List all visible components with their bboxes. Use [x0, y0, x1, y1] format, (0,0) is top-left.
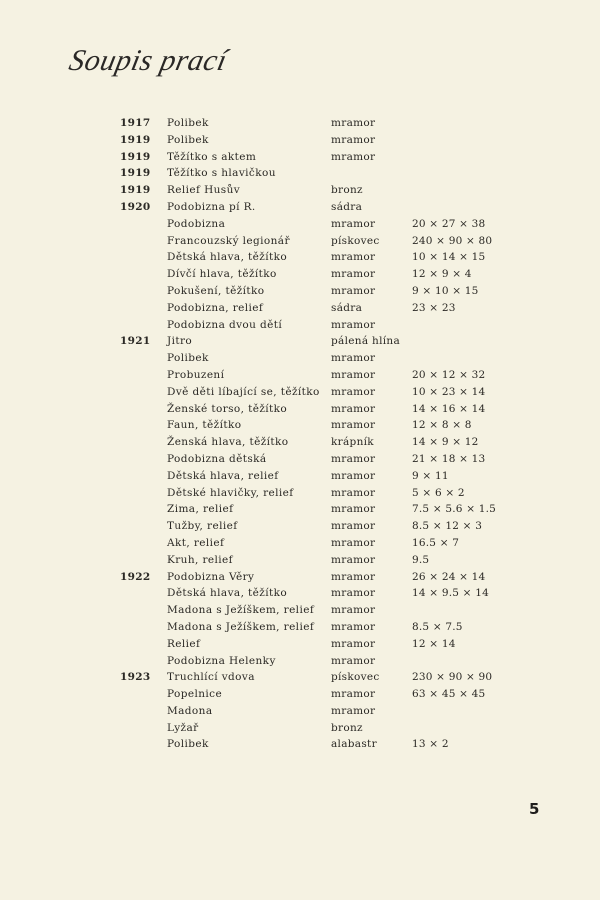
work-row [0, 199, 600, 216]
work-title: Kruh, relief [167, 553, 233, 566]
work-title: Podobizna [167, 217, 226, 230]
work-title: Truchlící vdova [167, 671, 255, 684]
works-list [0, 115, 600, 753]
work-material: mramor [331, 268, 376, 281]
work-title: Madona s Ježíškem, relief [167, 620, 315, 633]
work-title: Podobizna Helenky [167, 654, 276, 667]
work-row [0, 434, 600, 451]
work-material: mramor [331, 452, 376, 465]
work-title: Polibek [167, 738, 209, 751]
work-material: mramor [331, 553, 376, 566]
work-row [0, 720, 600, 737]
work-row [0, 585, 600, 602]
work-row [0, 266, 600, 283]
work-row [0, 569, 600, 586]
work-material: mramor [331, 654, 376, 667]
work-row [0, 367, 600, 384]
work-dimensions: 9 × 11 [412, 469, 449, 482]
work-material: mramor [331, 637, 376, 650]
work-material: mramor [331, 368, 376, 381]
work-row [0, 636, 600, 653]
work-material: pískovec [331, 671, 380, 684]
work-title: Relief Husův [167, 184, 241, 197]
work-title: Polibek [167, 133, 209, 146]
work-material: mramor [331, 150, 376, 163]
work-row [0, 535, 600, 552]
work-row [0, 350, 600, 367]
work-material: bronz [331, 184, 363, 197]
work-dimensions: 240 × 90 × 80 [412, 234, 493, 247]
work-material: mramor [331, 570, 376, 583]
work-title: Dvě děti líbající se, těžítko [167, 385, 320, 398]
work-year: 1921 [120, 335, 151, 348]
work-dimensions: 10 × 23 × 14 [412, 385, 486, 398]
work-row [0, 333, 600, 350]
work-row [0, 485, 600, 502]
work-dimensions: 230 × 90 × 90 [412, 671, 493, 684]
work-title: Madona s Ježíškem, relief [167, 604, 315, 617]
work-material: sádra [331, 200, 363, 213]
work-dimensions: 14 × 9.5 × 14 [412, 587, 489, 600]
work-row [0, 216, 600, 233]
work-material: mramor [331, 352, 376, 365]
work-dimensions: 14 × 9 × 12 [412, 436, 479, 449]
work-row [0, 468, 600, 485]
work-material: mramor [331, 503, 376, 516]
work-material: alabastr [331, 738, 377, 751]
work-material: mramor [331, 217, 376, 230]
page-number: 5 [529, 800, 540, 818]
work-title: Dětská hlava, těžítko [167, 251, 288, 264]
work-material: mramor [331, 284, 376, 297]
work-row [0, 132, 600, 149]
work-row [0, 317, 600, 334]
work-material: mramor [331, 117, 376, 129]
work-material: mramor [331, 486, 376, 499]
work-dimensions: 16.5 × 7 [412, 536, 460, 549]
work-title: Dívčí hlava, těžítko [167, 268, 277, 281]
work-title: Francouzský legionář [167, 234, 290, 247]
work-title: Relief [167, 637, 201, 650]
work-material: mramor [331, 688, 376, 701]
work-title: Podobizna, relief [167, 301, 264, 314]
work-material: mramor [331, 402, 376, 415]
page-title: Soupis prací [66, 44, 231, 77]
work-title: Zima, relief [167, 503, 234, 516]
work-material: mramor [331, 587, 376, 600]
work-dimensions: 9 × 10 × 15 [412, 284, 479, 297]
work-title: Tužby, relief [167, 520, 238, 533]
work-material: mramor [331, 419, 376, 432]
work-row [0, 233, 600, 250]
work-row [0, 552, 600, 569]
work-material: krápník [331, 436, 374, 449]
work-row [0, 669, 600, 686]
work-material: sádra [331, 301, 363, 314]
work-title: Polibek [167, 352, 209, 365]
work-dimensions: 8.5 × 12 × 3 [412, 520, 483, 533]
work-dimensions: 10 × 14 × 15 [412, 251, 486, 264]
work-row [0, 283, 600, 300]
work-year: 1917 [120, 117, 151, 129]
work-title: Těžítko s hlavičkou [167, 167, 276, 180]
work-title: Probuzení [167, 368, 225, 381]
work-dimensions: 9.5 [412, 553, 430, 566]
work-row [0, 149, 600, 166]
work-row [0, 703, 600, 720]
work-dimensions: 7.5 × 5.6 × 1.5 [412, 503, 497, 516]
work-title: Ženské torso, těžítko [167, 402, 288, 415]
work-material: mramor [331, 704, 376, 717]
work-dimensions: 13 × 2 [412, 738, 449, 751]
work-row [0, 451, 600, 468]
work-year: 1919 [120, 150, 151, 163]
work-year: 1922 [120, 570, 151, 583]
work-row [0, 300, 600, 317]
work-year: 1923 [120, 671, 151, 684]
work-dimensions: 12 × 14 [412, 637, 456, 650]
work-material: mramor [331, 520, 376, 533]
work-title: Dětská hlava, těžítko [167, 587, 288, 600]
work-row [0, 115, 600, 132]
work-material: mramor [331, 604, 376, 617]
work-year: 1919 [120, 184, 151, 197]
work-row [0, 686, 600, 703]
work-title: Podobizna pí R. [167, 200, 256, 213]
work-title: Podobizna dvou dětí [167, 318, 283, 331]
work-row [0, 249, 600, 266]
work-dimensions: 26 × 24 × 14 [412, 570, 486, 583]
work-year: 1920 [120, 200, 151, 213]
work-material: mramor [331, 469, 376, 482]
work-title: Popelnice [167, 688, 223, 701]
work-row [0, 619, 600, 636]
work-row [0, 417, 600, 434]
work-dimensions: 20 × 12 × 32 [412, 368, 486, 381]
work-title: Těžítko s aktem [167, 150, 257, 163]
work-dimensions: 20 × 27 × 38 [412, 217, 486, 230]
work-title: Polibek [167, 117, 209, 129]
work-title: Faun, těžítko [167, 419, 242, 432]
work-row [0, 736, 600, 753]
work-year: 1919 [120, 133, 151, 146]
work-row [0, 182, 600, 199]
work-dimensions: 14 × 16 × 14 [412, 402, 486, 415]
work-title: Lyžař [167, 721, 199, 734]
work-row [0, 384, 600, 401]
work-title: Akt, relief [167, 536, 225, 549]
work-dimensions: 23 × 23 [412, 301, 456, 314]
work-title: Ženská hlava, těžítko [167, 436, 289, 449]
work-material: pálená hlína [331, 335, 401, 348]
work-material: mramor [331, 133, 376, 146]
work-title: Jitro [167, 335, 193, 348]
work-material: mramor [331, 318, 376, 331]
work-dimensions: 12 × 8 × 8 [412, 419, 472, 432]
work-row [0, 501, 600, 518]
work-dimensions: 21 × 18 × 13 [412, 452, 486, 465]
work-dimensions: 5 × 6 × 2 [412, 486, 465, 499]
work-title: Pokušení, těžítko [167, 284, 265, 297]
work-title: Madona [167, 704, 213, 717]
work-title: Dětské hlavičky, relief [167, 486, 294, 499]
work-material: mramor [331, 620, 376, 633]
work-title: Podobizna dětská [167, 452, 267, 465]
work-material: mramor [331, 251, 376, 264]
work-row [0, 401, 600, 418]
work-row [0, 518, 600, 535]
work-row [0, 602, 600, 619]
work-row [0, 653, 600, 670]
work-material: bronz [331, 721, 363, 734]
work-row [0, 165, 600, 182]
work-dimensions: 63 × 45 × 45 [412, 688, 486, 701]
work-dimensions: 8.5 × 7.5 [412, 620, 463, 633]
work-material: mramor [331, 385, 376, 398]
work-material: mramor [331, 536, 376, 549]
work-title: Podobizna Věry [167, 570, 255, 583]
work-material: pískovec [331, 234, 380, 247]
work-year: 1919 [120, 167, 151, 180]
work-dimensions: 12 × 9 × 4 [412, 268, 472, 281]
work-title: Dětská hlava, relief [167, 469, 279, 482]
